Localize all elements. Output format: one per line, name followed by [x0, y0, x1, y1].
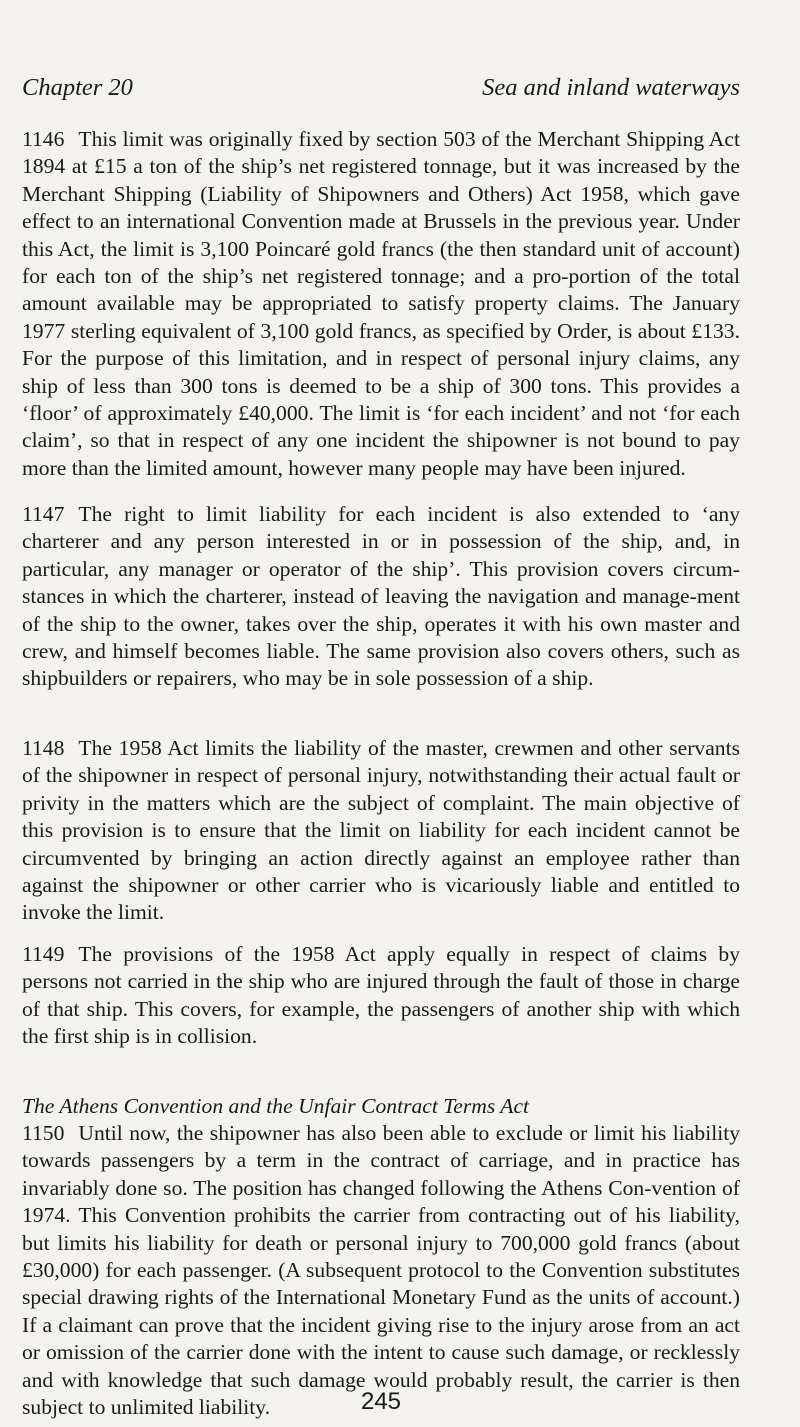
paragraph-number: 1148	[22, 736, 65, 760]
paragraph-1146	[22, 126, 740, 482]
paragraph-text: The 1958 Act limits the liability of the master, crewmen and other servants of the shipowner in respect of personal injury, notwithstanding their actual fault or privity in the matters which are the subject of complaint. The main objective of this provision is to ensure that the limit on liability for each incident cannot be circumvented by bringing an action directly against an employee rather than against the shipowner or other carrier who is vicariously liable and entitled to invoke the limit.	[22, 736, 740, 925]
paragraph-text: The provisions of the 1958 Act apply equally in respect of claims by persons not carried in the ship who are injured through the fault of those in charge of that ship. This covers, for example, the passengers of another ship with which the first ship is in collision.	[22, 942, 740, 1049]
section-subheading: The Athens Convention and the Unfair Contract Terms Act	[22, 1094, 530, 1118]
paragraph-1147	[22, 501, 740, 693]
chapter-label: Chapter 20	[22, 74, 133, 101]
paragraph-number: 1149	[22, 942, 65, 966]
paragraph-text: This limit was originally fixed by section 503 of the Merchant Shipping Act 1894 at £15 a ton of the ship’s net registered tonnage, but it was increased by the Merchant Shipping (Liability of Shipowners and Others) Act 1958, which gave effect to an international Convention made at Brussels in the previous year. Under this Act, the limit is 3,100 Poincaré gold francs (the then standard unit of account) for each ton of the ship’s net registered tonnage; and a pro-portion of the total amount available may be appropriated to satisfy property claims. The January 1977 sterling equivalent of 3,100 gold francs, as specified by Order, is about £133. For the purpose of this limitation, and in respect of personal injury claims, any ship of less than 300 tons is deemed to be a ship of 300 tons. This provides a ‘floor’ of approximately £40,000. The limit is ‘for each incident’ and not ‘for each claim’, so that in respect of any one incident the shipowner is not bound to pay more than the limited amount, however many people may have been injured.	[22, 127, 740, 480]
paragraph-1148	[22, 735, 740, 927]
paragraph-1150	[22, 1120, 740, 1421]
paragraph-1149	[22, 941, 740, 1051]
section-title: Sea and inland waterways	[482, 74, 740, 101]
paragraph-text: The right to limit liability for each incident is also extended to ‘any charterer and any person interested in or in possession of the ship, and, in particular, any manager or operator of the ship’. This provision covers circum-stances in which the charterer, instead of leaving the navigation and manage-ment of the ship to the owner, takes over the ship, operates it with his own master and crew, and himself becomes liable. The same provision also covers others, such as shipbuilders or repairers, who may be in sole possession of a ship.	[22, 502, 740, 691]
paragraph-number: 1146	[22, 127, 65, 151]
paragraph-text: Until now, the shipowner has also been able to exclude or limit his liability towards passengers by a term in the contract of carriage, and in practice has invariably done so. The position has changed following the Athens Con-vention of 1974. This Convention prohibits the carrier from contracting out of his liability, but limits his liability for death or personal injury to 700,000 gold francs (about £30,000) for each passenger. (A subsequent protocol to the Convention substitutes special drawing rights of the International Monetary Fund as the units of account.) If a claimant can prove that the incident giving rise to the injury arose from an act or omission of the carrier done with the intent to cause such damage, or recklessly and with knowledge that such damage would probably result, the carrier is then subject to unlimited liability.	[22, 1121, 740, 1420]
paragraph-number: 1147	[22, 502, 65, 526]
page-number: 245	[360, 1388, 402, 1415]
paragraph-number: 1150	[22, 1121, 65, 1145]
running-header	[22, 74, 740, 108]
